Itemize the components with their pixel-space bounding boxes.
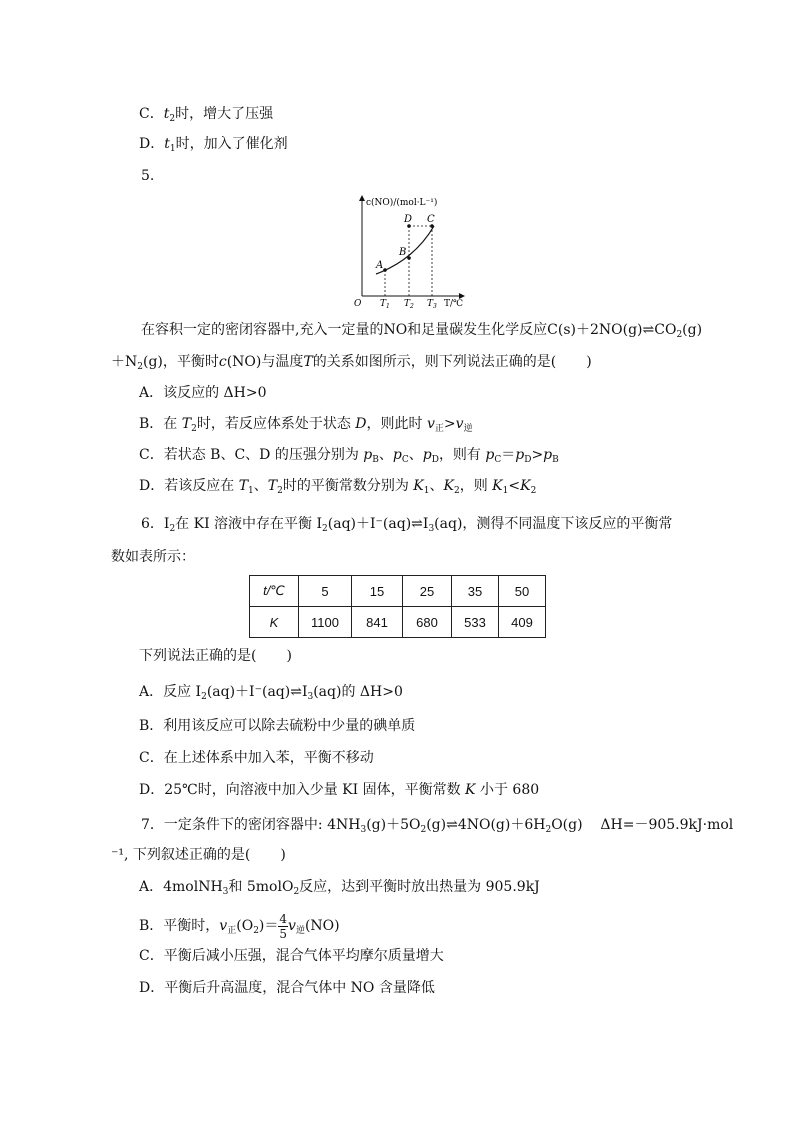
tick-t1: $T_1$ [380,299,390,310]
q5-option-b: B．在 $T_2$时，若反应体系处于状态 D，则此时 $v_正>v_逆$ [139,416,473,434]
point-a-label: A [376,260,384,271]
q5-stem-line1: 在容积一定的密闭容器中,充入一定量的NO和足量碳发生化学反应$C(s)+2NO(g)\rightleftharpoons CO_2(g)$ [141,322,703,340]
q6-option-c: C．在上述体系中加入苯，平衡不移动 [139,750,374,766]
q6-stem-line2: 数如表所示： [111,549,195,565]
point-b [407,256,411,260]
y-axis-label: c(NO)/(mol·L⁻¹) [366,198,438,208]
table-header-k: K [250,607,299,638]
q6-option-a: A．反应 $I_2(aq)+I^-(aq)\rightleftharpoons I_3(aq)$的 ΔH>0 [139,684,403,702]
tick-t2: $T_2$ [404,299,414,310]
q4-option-d: D．$t_1$时，加入了催化剂 [139,136,288,154]
q6-ask: 下列说法正确的是( ) [139,648,292,664]
point-a [383,268,387,272]
point-d-label: D [404,214,413,225]
table-row: K 1100 841 680 533 409 [250,607,546,638]
origin-label: O [354,299,362,309]
q5-stem-line2: $+N_2(g)$，平衡时c(NO)与温度T的关系如图所示，则下列说法正确的是( ) [111,354,592,372]
q5-option-a: A．该反应的 ΔH>0 [139,385,267,401]
q6-equilibrium-table [249,575,546,638]
q6-option-d: D．25℃时，向溶液中加入少量 KI 固体，平衡常数 K 小于 680 [139,782,540,798]
q7-stem-line1: 7．一定条件下的密闭容器中: $4NH_3(g)+5O_2(g)\rightleftharpoons 4NO(g)+6H_2O(g)$ ΔH=－905.9kJ·mol [141,817,734,835]
point-b-label: B [399,247,407,258]
table-row: t/℃ 5 15 25 35 50 [250,576,546,607]
q7-stem-line2: ⁻¹, 下列叙述正确的是( ) [111,847,286,863]
q5-equilibrium-graph [352,190,472,310]
fraction-four-fifths: $\frac{4}{5}$ [279,911,288,941]
q7-option-b: B．平衡时，$v_正(O_2)=$ $\frac{4}{5}$ $v_逆(NO)$ [139,911,340,941]
table-header-temp: t/℃ [250,576,299,607]
x-axis-label: T/℃ [444,299,464,309]
q5-number: 5. [141,168,155,184]
q5-option-d: D．若该反应在 $T_1$、$T_2$时的平衡常数分别为 $K_1$、$K_2$，则 $K_1<K_2$ [139,478,537,496]
q7-option-d: D．平衡后升高温度，混合气体中 NO 含量降低 [139,980,435,996]
q6-stem-line1: 6．$I_2$在 KI 溶液中存在平衡 $I_2(aq)+I^-(aq)\rightleftharpoons I_3(aq)$，测得不同温度下该反应的平衡常 [141,516,673,534]
q6-option-b: B．利用该反应可以除去硫粉中少量的碘单质 [139,718,416,734]
q7-option-a: A．4molNH$_3$和 5molO$_2$反应，达到平衡时放出热量为 905.9kJ [139,879,540,897]
point-c-label: C [427,214,435,225]
q7-option-c: C．平衡后减小压强，混合气体平均摩尔质量增大 [139,948,444,964]
q4-option-c: C．$t_2$时，增大了压强 [139,106,274,124]
q5-option-c: C．若状态 B、C、D 的压强分别为 $p_B$、$p_C$、$p_D$，则有 $p_C=p_D>p_B$ [139,447,559,465]
tick-t3: $T_3$ [427,299,437,310]
